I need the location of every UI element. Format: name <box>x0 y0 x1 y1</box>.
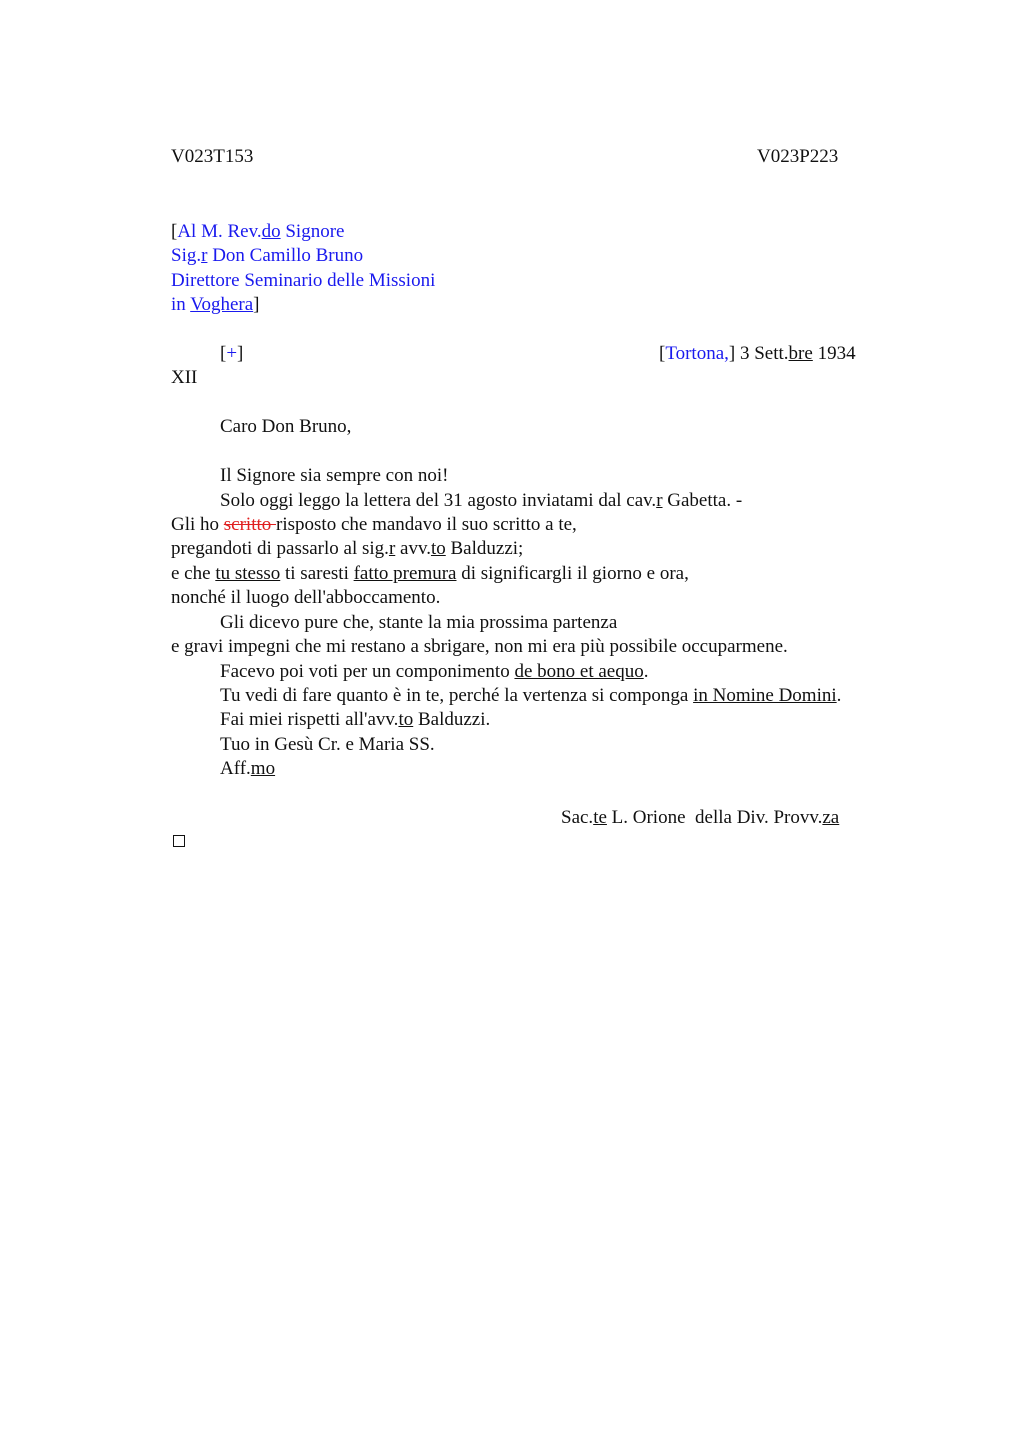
cross-mark: [+] <box>220 343 244 364</box>
address-line-1: [Al M. Rev.do Signore <box>171 221 345 242</box>
deleted-word: scritto <box>223 514 277 535</box>
closing-abbrev: Aff.mo <box>220 758 276 779</box>
body-line: Solo oggi leggo la lettera del 31 agosto inviatami dal cav.r Gabetta. - <box>220 490 743 511</box>
address-line-3: Direttore Seminario delle Missioni <box>171 270 436 291</box>
body-line: nonché il luogo dell'abboccamento. <box>171 587 441 608</box>
header-left-code: V023T153 <box>171 146 254 167</box>
date-place: [Tortona,] 3 Sett.bre 1934 <box>659 343 856 364</box>
body-line: Gli dicevo pure che, stante la mia prossima partenza <box>220 612 618 633</box>
body-line: e gravi impegni che mi restano a sbrigare, non mi era più possibile occuparmene. <box>171 636 788 657</box>
header-right-code: V023P223 <box>757 146 839 167</box>
body-line: e che tu stesso ti saresti fatto premura di significargli il giorno e ora, <box>171 563 689 584</box>
empty-square-icon <box>173 835 185 847</box>
fascist-era-year: XII <box>171 367 198 388</box>
body-line: pregandoti di passarlo al sig.r avv.to Balduzzi; <box>171 538 524 559</box>
body-line: Tu vedi di fare quanto è in te, perché la vertenza si componga in Nomine Domini. <box>220 685 842 706</box>
address-line-4: in Voghera] <box>171 294 260 315</box>
signature: Sac.te L. Orione della Div. Provv.za <box>561 807 840 828</box>
body-line: Il Signore sia sempre con noi! <box>220 465 449 486</box>
closing-line: Tuo in Gesù Cr. e Maria SS. <box>220 734 435 755</box>
salutation: Caro Don Bruno, <box>220 416 352 437</box>
body-line: Facevo poi voti per un componimento de bono et aequo. <box>220 661 649 682</box>
body-line: Gli ho scritto risposto che mandavo il suo scritto a te, <box>171 514 577 535</box>
body-line: Fai miei rispetti all'avv.to Balduzzi. <box>220 709 491 730</box>
address-line-2: Sig.r Don Camillo Bruno <box>171 245 364 266</box>
